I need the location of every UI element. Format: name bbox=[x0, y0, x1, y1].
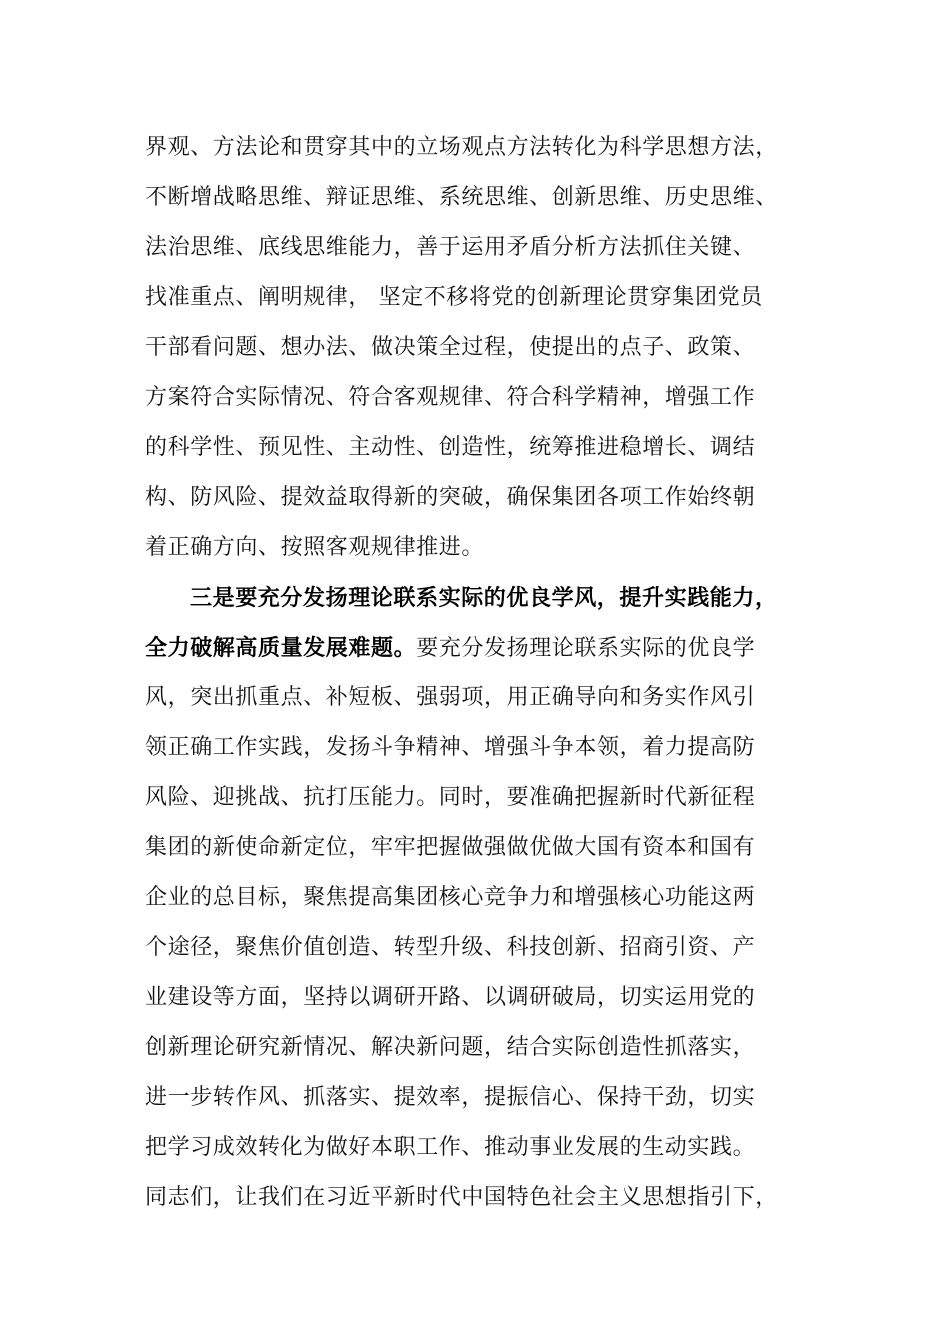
text-line: 着正确方向、按照客观规律推进。 bbox=[145, 535, 485, 560]
text-line: 构、防风险、提效益取得新的突破，确保集团各项工作始终朝 bbox=[145, 485, 756, 510]
text-line: 干部看问题、想办法、做决策全过程，使提出的点子、政策、 bbox=[145, 335, 756, 360]
text-line: 企业的总目标，聚焦提高集团核心竞争力和增强核心功能这两 bbox=[145, 885, 756, 910]
text-line bbox=[145, 628, 815, 668]
text-line: 风险、迎挑战、抗打压能力。同时，要准确把握新时代新征程 bbox=[145, 785, 756, 810]
text-line: 把学习成效转化为做好本职工作、推动事业发展的生动实践。 bbox=[145, 1135, 756, 1160]
text-line: 业建设等方面，坚持以调研开路、以调研破局，切实运用党的 bbox=[145, 985, 756, 1010]
text-line: 不断增战略思维、辩证思维、系统思维、创新思维、历史思维、 bbox=[145, 185, 778, 210]
text-line: 界观、方法论和贯穿其中的立场观点方法转化为科学思想方法， bbox=[145, 135, 778, 160]
text-line: 进一步转作风、抓落实、提效率，提振信心、保持干劲，切实 bbox=[145, 1085, 756, 1110]
text-line: 法治思维、底线思维能力，善于运用矛盾分析方法抓住关键、 bbox=[145, 235, 756, 260]
text-line: 同志们，让我们在习近平新时代中国特色社会主义思想指引下， bbox=[145, 1185, 778, 1210]
text-line: 创新理论研究新情况、解决新问题，结合实际创造性抓落实， bbox=[145, 1035, 756, 1060]
section-heading: 三是要充分发扬理论联系实际的优良学风，提升实践能力， bbox=[190, 585, 778, 611]
section-heading-end: 全力破解高质量发展难题。 bbox=[145, 635, 417, 661]
text-line: 集团的新使命新定位，牢牢把握做强做优做大国有资本和国有 bbox=[145, 835, 756, 860]
text-span: 要充分发扬理论联系实际的优良学 bbox=[416, 636, 756, 661]
text-line: 方案符合实际情况、符合客观规律、符合科学精神，增强工作 bbox=[145, 385, 756, 410]
text-line: 领正确工作实践，发扬斗争精神、增强斗争本领，着力提高防 bbox=[145, 735, 756, 760]
text-line: 风，突出抓重点、补短板、强弱项，用正确导向和务实作风引 bbox=[145, 685, 756, 710]
text-line: 的科学性、预见性、主动性、创造性，统筹推进稳增长、调结 bbox=[145, 435, 756, 460]
text-line: 找准重点、阐明规律， 坚定不移将党的创新理论贯穿集团党员 bbox=[145, 285, 763, 310]
text-line: 个途径，聚焦价值创造、转型升级、科技创新、招商引资、产 bbox=[145, 935, 756, 960]
